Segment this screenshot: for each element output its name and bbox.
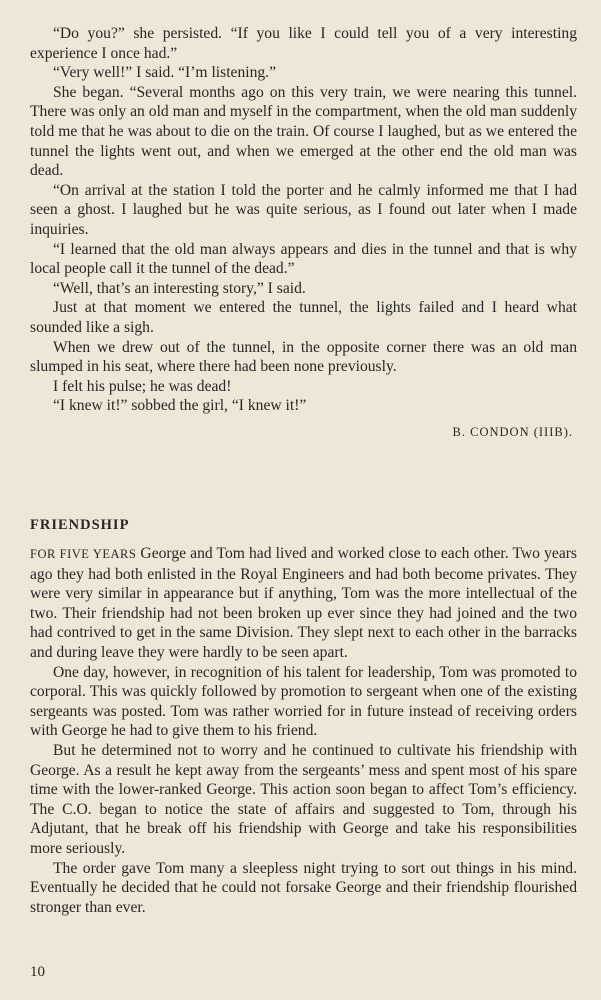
story-title: FRIENDSHIP <box>30 517 130 534</box>
paragraph: “Well, that’s an interesting story,” I said. <box>53 279 306 297</box>
paragraph: Just at that moment we entered the tunnel, the lights failed and I heard what sounded like a sigh. <box>30 299 577 336</box>
paragraph: “On arrival at the station I told the porter and he calmly informed me that I had seen a ghost. I laughed but he was quite serious, as I found out later when I made inquiries. <box>30 181 577 238</box>
paragraph <box>30 544 577 663</box>
paragraph: The order gave Tom many a sleepless night trying to sort out things in his mind. Eventually he decided that he could not forsake George and their friendship flourished stronger than ever. <box>30 859 577 916</box>
paragraph: “I learned that the old man always appears and dies in the tunnel and that is why local people call it the tunnel of the dead.” <box>30 240 577 278</box>
paragraph: But he determined not to worry and he continued to cultivate his friendship with George. As a result he kept away from the sergeants’ mess and spent most of his spare time with the lower-ranked George. This action soon began to affect Tom’s efficiency. The C.O. began to notice the state of affairs and suggested to Tom, through his Adjutant, that he break off his friendship with George and take his responsibilities more seriously. <box>30 742 577 857</box>
paragraph: One day, however, in recognition of his talent for leadership, Tom was promoted to corporal. This was quickly followed by promotion to sergeant when one of the existing sergeants was posted. Tom was rather worried for in future instead of receiving orders with George he had to give them to his friend. <box>30 663 577 740</box>
paragraph: When we drew out of the tunnel, in the opposite corner there was an old man slumped in his seat, where there had been none previously. <box>30 338 577 376</box>
paragraph: “I knew it!” sobbed the girl, “I knew it!” <box>53 397 307 415</box>
paragraph: “Do you?” she persisted. “If you like I could tell you of a very interesting experience I once had.” <box>30 25 577 62</box>
paragraph: “Very well!” I said. “I’m listening.” <box>53 64 276 82</box>
author-byline: B. CONDON (IIIB). <box>452 424 573 439</box>
paragraph-text: George and Tom had lived and worked close to each other. Two years ago they had both enlisted in the Royal Engineers and had both become privates. They were very similar in appearance but if anything, Tom was the more intellectual of the two. Their friendship had not been broken up ever since they had joined and the two had contrived to get in the same Division. They slept next to each other in the barracks and during leave they were hardly to be seen apart. <box>30 545 578 662</box>
lead-in: FOR FIVE YEARS <box>30 547 137 562</box>
paragraph: I felt his pulse; he was dead! <box>53 377 232 395</box>
story-friendship <box>30 516 577 917</box>
story-tunnel <box>30 24 577 442</box>
page-number: 10 <box>30 964 45 980</box>
paragraph: She began. “Several months ago on this very train, we were nearing this tunnel. There was only an old man and myself in the compartment, when the old man suddenly told me that he was about to die on the train. Of course I laughed, but as we entered the tunnel the lights went out, and when we emerged at the other end the old man was dead. <box>30 83 577 180</box>
